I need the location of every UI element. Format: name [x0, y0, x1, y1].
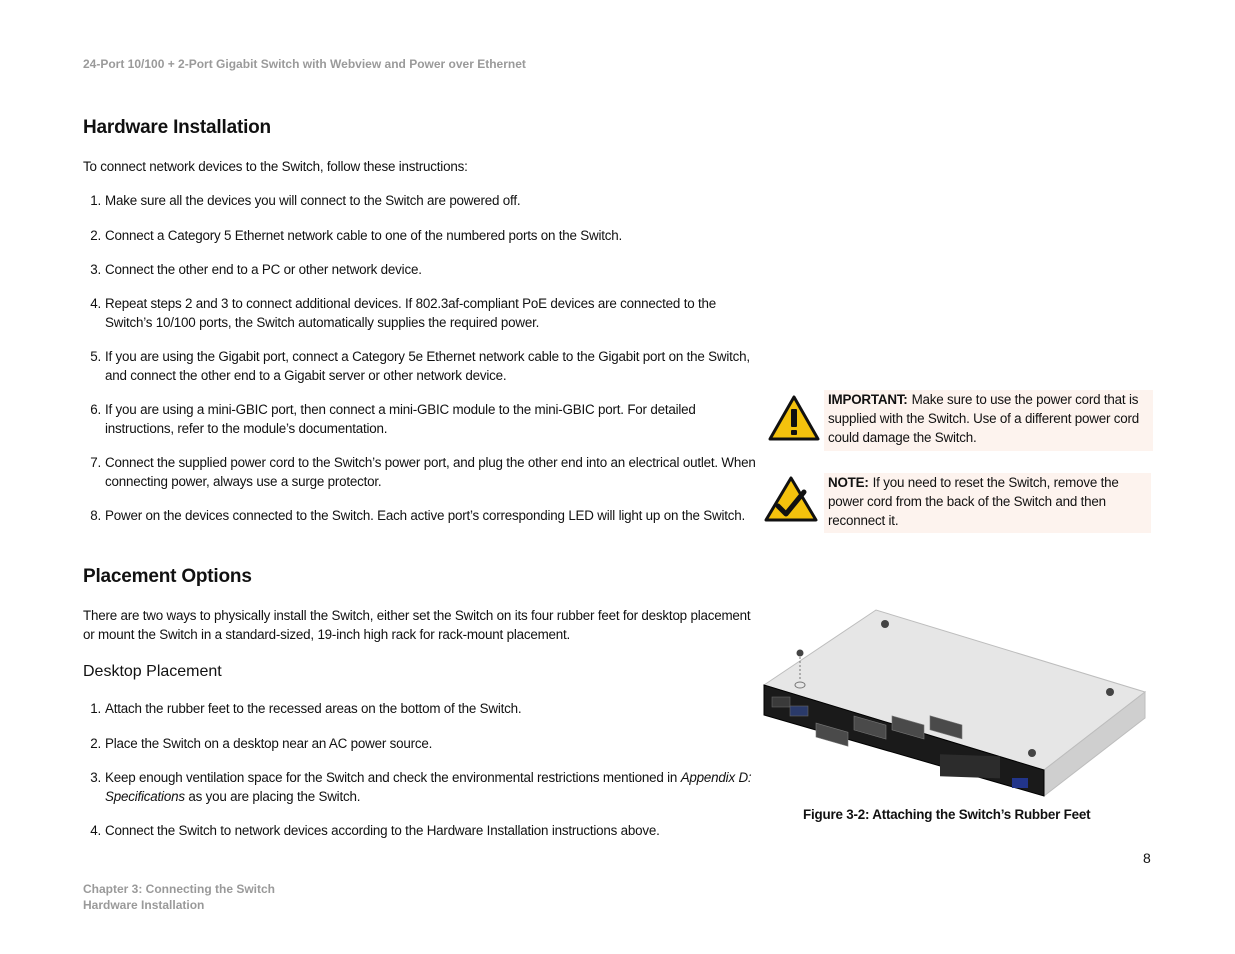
hardware-step: 6. If you are using a mini-GBIC port, then connect a mini-GBIC module to the mini-GBIC port. For detailed instructions, refer to the module’s documentation.: [90, 402, 696, 436]
page-number: 8: [1143, 850, 1151, 866]
switch-illustration: [760, 600, 1150, 800]
page-footer: [83, 881, 275, 913]
checkmark-icon: [764, 476, 818, 522]
desktop-step: 4. Connect the Switch to network devices according to the Hardware Installation instructions above.: [90, 823, 660, 838]
hardware-installation-title: Hardware Installation: [83, 117, 271, 138]
hardware-step: 7. Connect the supplied power cord to the Switch’s power port, and plug the other end into an electrical outlet. When connecting power, always use a surge protector.: [90, 455, 756, 489]
footer-chapter: Chapter 3: Connecting the Switch: [83, 882, 276, 896]
note-text: If you need to reset the Switch, remove the power cord from the back of the Switch and then reconnect it.: [828, 475, 1119, 528]
hardware-step: 5. If you are using the Gigabit port, connect a Category 5e Ethernet network cable to the Gigabit port on the Switch, and connect the other end to a Gigabit server or other network device.: [90, 349, 750, 383]
hardware-step: 8. Power on the devices connected to the Switch. Each active port’s corresponding LED will light up on the Switch.: [90, 508, 746, 523]
placement-options-title: Placement Options: [83, 566, 252, 587]
important-callout: [824, 390, 1153, 451]
hardware-step: 1. Make sure all the devices you will connect to the Switch are powered off.: [90, 193, 521, 208]
desktop-step: 2. Place the Switch on a desktop near an AC power source.: [90, 736, 433, 751]
hardware-step: 3. Connect the other end to a PC or other network device.: [90, 262, 422, 277]
important-text: Make sure to use the power cord that is supplied with the Switch. Use of a different power cord could damage the Switch.: [828, 392, 1140, 445]
warning-icon: [768, 395, 820, 441]
important-label: IMPORTANT:: [828, 392, 908, 407]
figure-caption: Figure 3-2: Attaching the Switch’s Rubber Feet: [803, 807, 1091, 822]
appendix-reference: Appendix D: Specifications: [105, 770, 752, 804]
note-callout: [824, 473, 1151, 533]
desktop-step: 1. Attach the rubber feet to the recessed areas on the bottom of the Switch.: [90, 701, 522, 716]
footer-section: Hardware Installation: [83, 898, 205, 912]
hardware-step: 4. Repeat steps 2 and 3 to connect additional devices. If 802.3af-compliant PoE devices are connected to the Switch’s 10/100 ports, the Switch automatically supplies the required power.: [90, 296, 716, 330]
hardware-step: 2. Connect a Category 5 Ethernet network cable to one of the numbered ports on the Switch.: [90, 228, 623, 243]
desktop-placement-title: Desktop Placement: [83, 663, 222, 680]
running-header: 24-Port 10/100 + 2-Port Gigabit Switch with Webview and Power over Ethernet: [83, 57, 526, 71]
note-label: NOTE:: [828, 475, 869, 490]
desktop-step: 3. Keep enough ventilation space for the Switch and check the environmental restrictions mentioned in Appendix D: Specifications as you are placing the Switch.: [90, 770, 752, 804]
placement-intro: There are two ways to physically install the Switch, either set the Switch on its four rubber feet for desktop placement or mount the Switch in a standard-sized, 19-inch high rack for rack-mount placement.: [83, 608, 751, 642]
hardware-intro: To connect network devices to the Switch, follow these instructions:: [83, 159, 468, 174]
